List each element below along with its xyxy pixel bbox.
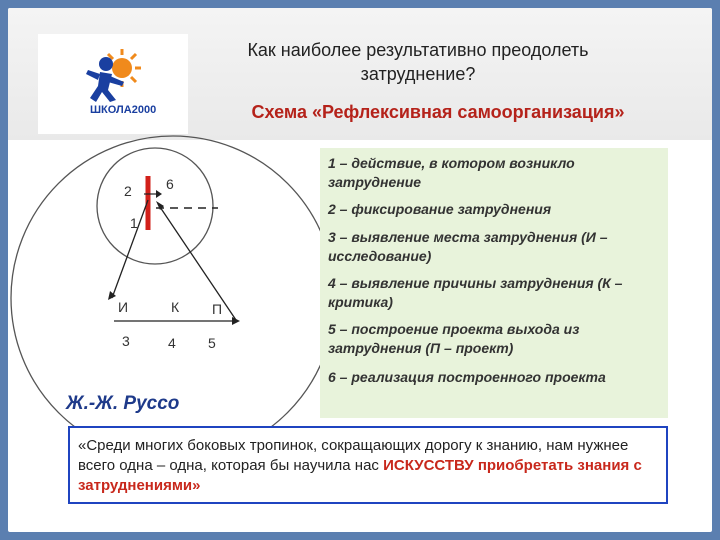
quote-text: «Среди многих боковых тропинок, сокращающих дорогу к знанию, нам нужнее всего одна – одна, которая бы научила нас [78, 437, 629, 474]
page-subtitle: Схема «Рефлексивная самоорганизация» [251, 102, 625, 122]
label-K: К [171, 299, 180, 315]
legend-item: 1 – действие, в котором возникло затруднение [328, 155, 575, 190]
slide [8, 8, 712, 532]
legend-panel [320, 148, 668, 418]
legend-item: 5 – построение проекта выхода из затруднения (П – проект) [328, 321, 580, 356]
label-6: 6 [166, 176, 174, 192]
legend-item: 6 – реализация построенного проекта [328, 369, 606, 385]
legend-item: 4 – выявление причины затруднения (К – критика) [328, 275, 623, 310]
title-line-2: затруднение? [360, 64, 476, 84]
legend-item: 2 – фиксирование затруднения [328, 201, 552, 217]
label-P: П [212, 301, 223, 317]
quote-highlight-art: ИСКУССТВУ [383, 457, 474, 474]
label-I: И [118, 299, 129, 315]
label-4: 4 [168, 335, 176, 351]
reflexive-scheme-diagram [8, 8, 320, 428]
label-3: 3 [122, 333, 130, 349]
logo-text: ШКОЛА2000 [90, 104, 157, 116]
rousseau-quote [68, 426, 668, 504]
legend-item: 3 – выявление места затруднения (И – исследование) [328, 229, 608, 264]
label-2: 2 [124, 183, 132, 199]
quote-highlight-rest: приобретать знания с затруднениями» [78, 457, 642, 494]
author-name: Ж.-Ж. Руссо [66, 393, 180, 414]
inner-circle [97, 148, 213, 264]
label-1: 1 [130, 215, 138, 231]
title-line-1: Как наиболее результативно преодолеть [247, 40, 589, 60]
label-5: 5 [208, 335, 216, 351]
